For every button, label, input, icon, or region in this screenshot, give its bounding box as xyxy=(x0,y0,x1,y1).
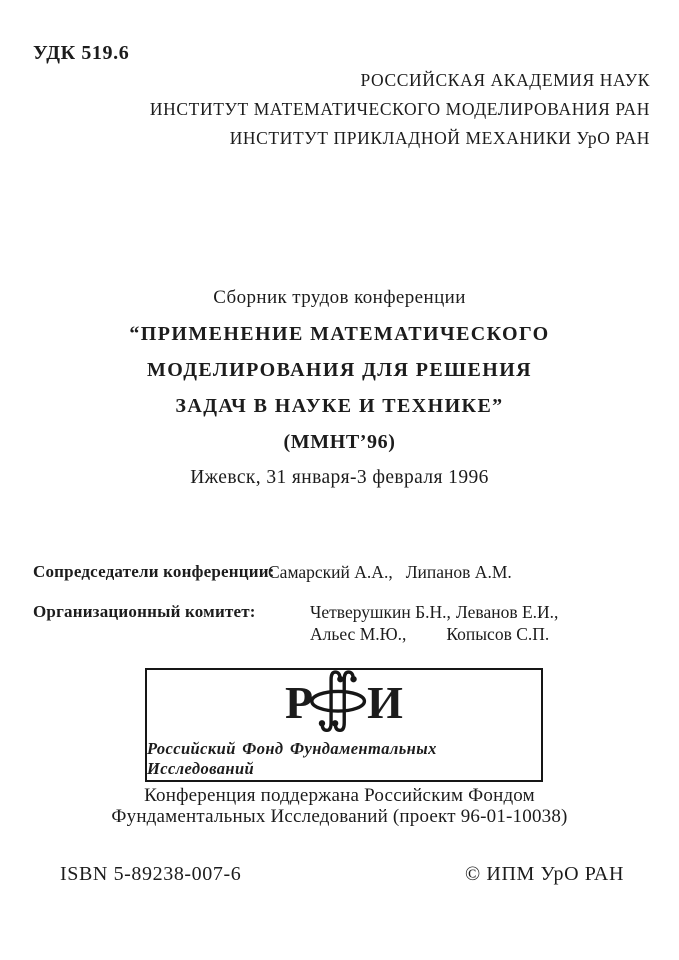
cochair-name-1: Самарский А.А., xyxy=(268,562,393,582)
double-integral-ellipse-icon xyxy=(309,669,371,741)
conference-acronym: (ММНТ’96) xyxy=(283,431,396,453)
udk-code: УДК 519.6 xyxy=(33,42,130,64)
isbn-number: ISBN 5-89238-007-6 xyxy=(60,863,242,885)
conference-title-line-3: ЗАДАЧ В НАУКЕ И ТЕХНИКЕ” xyxy=(175,395,504,417)
org-member-name-4: Копысов С.П. xyxy=(446,624,550,644)
org-member-name-3: Альес М.Ю., xyxy=(310,624,407,644)
copyright-notice: © ИПМ УрО РАН xyxy=(465,863,624,885)
rffi-logo-box xyxy=(145,668,543,782)
institute-line-1: ИНСТИТУТ МАТЕМАТИЧЕСКОГО МОДЕЛИРОВАНИЯ РАН xyxy=(149,99,650,119)
org-member-name-2: Леванов Е.И., xyxy=(455,602,559,622)
series-subtitle: Сборник трудов конференции xyxy=(213,287,466,308)
cochair-name-2: Липанов А.М. xyxy=(405,562,512,582)
org-committee-names-row-2 xyxy=(310,624,549,645)
institute-line-2: ИНСТИТУТ ПРИКЛАДНОЙ МЕХАНИКИ УрО РАН xyxy=(229,128,650,148)
academy-line: РОССИЙСКАЯ АКАДЕМИЯ НАУК xyxy=(360,70,650,90)
support-line-1: Конференция поддержана Российским Фондом xyxy=(144,785,535,806)
rffi-letter-r: Р xyxy=(285,676,314,728)
conference-title-line-2: МОДЕЛИРОВАНИЯ ДЛЯ РЕШЕНИЯ xyxy=(147,359,532,381)
support-note xyxy=(0,786,679,827)
support-line-2: Фундаментальных Исследований (проект 96-01-10038) xyxy=(111,805,568,827)
org-member-name-1: Четверушкин Б.Н., xyxy=(310,602,451,622)
org-committee-names-row-1 xyxy=(310,602,558,623)
cochairs-names xyxy=(268,562,512,583)
institution-header xyxy=(0,66,650,153)
conference-title-line-1: “ПРИМЕНЕНИЕ МАТЕМАТИЧЕСКОГО xyxy=(129,323,550,345)
rffi-logo xyxy=(285,672,403,734)
venue-date-line: Ижевск, 31 января-3 февраля 1996 xyxy=(190,467,489,488)
title-block xyxy=(0,280,679,496)
rffi-letter-i: И xyxy=(367,676,403,728)
cochairs-label: Сопредседатели конференции: xyxy=(33,562,275,581)
org-committee-label: Организационный комитет: xyxy=(33,602,256,621)
rffi-caption: Российский Фонд Фундаментальных Исследований xyxy=(147,738,437,778)
